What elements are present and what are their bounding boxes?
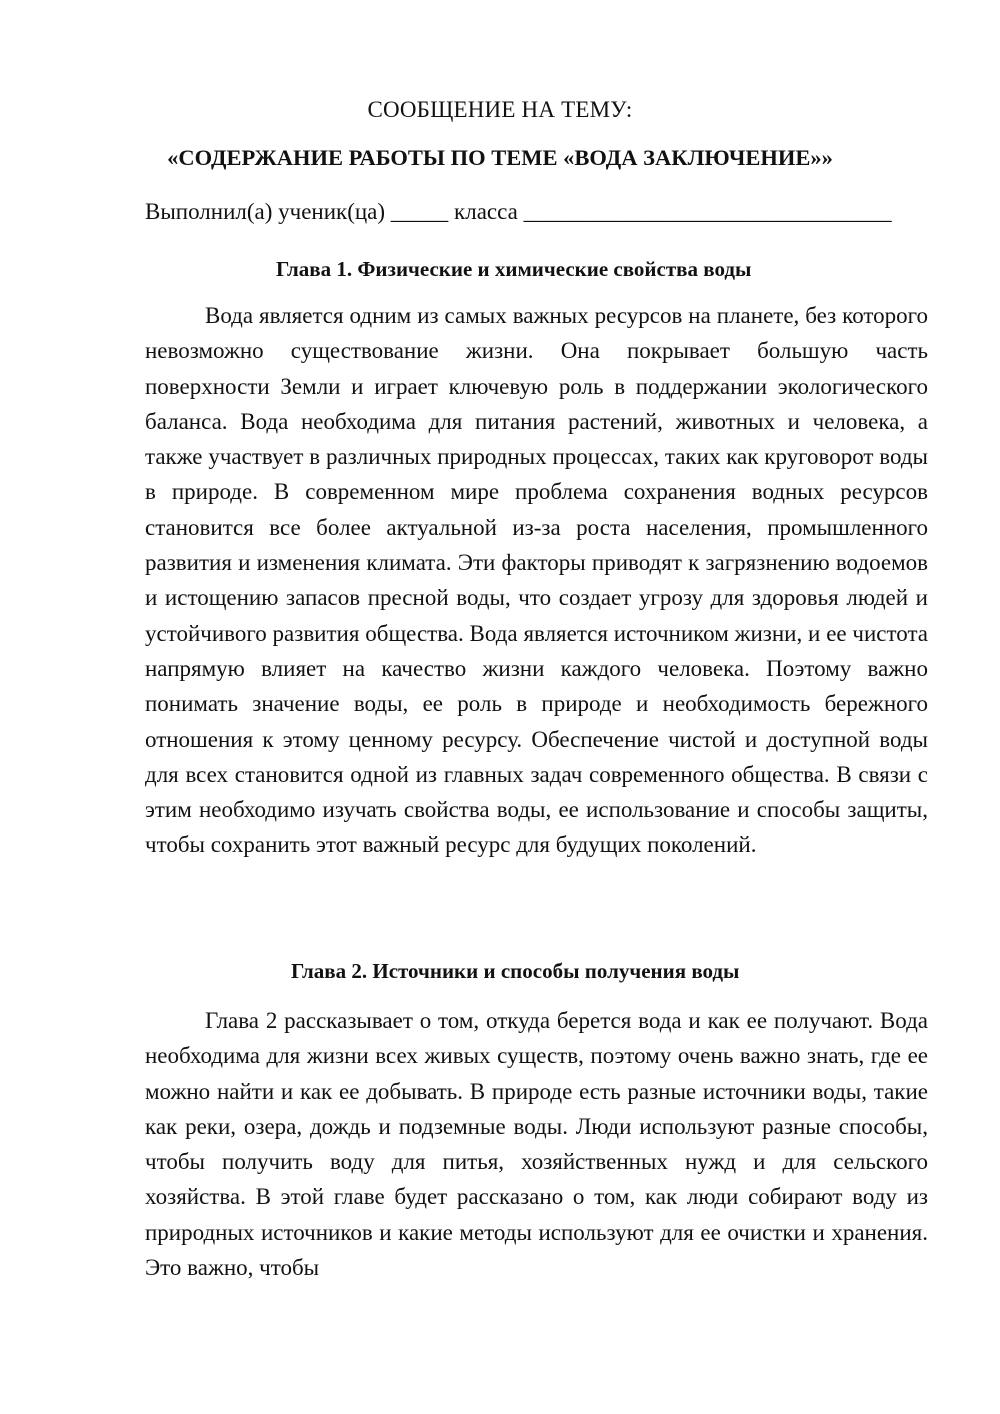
chapter-1-title: Глава 1. Физические и химические свойства воды — [276, 257, 752, 281]
chapter-2-title: Глава 2. Источники и способы получения воды — [291, 959, 740, 983]
chapter-1-paragraph: Вода является одним из самых важных ресурсов на планете, без которого невозможно существование жизни. Она покрывает большую часть поверхности Земли и играет ключевую роль в поддержании экологического баланса. Вода необходима для питания растений, животных и человека, а также участвует в различных природных процессах, таких как круговорот воды в природе. В современном мире проблема сохранения водных ресурсов становится все более актуальной из-за роста населения, промышленного развития и изменения климата. Эти факторы приводят к загрязнению водоемов и истощению запасов пресной воды, что создает угрозу для здоровья людей и устойчивого развития общества. Вода является источником жизни, и ее чистота напрямую влияет на качество жизни каждого человека. Поэтому важно понимать значение воды, ее роль в природе и необходимость бережного отношения к этому ценному ресурсу. Обеспечение чистой и доступной воды для всех становится одной из главных задач современного общества. В связи с этим необходимо изучать свойства воды, ее использование и способы защиты, чтобы сохранить этот важный ресурс для будущих поколений. — [145, 303, 928, 858]
chapter-2-paragraph: Глава 2 рассказывает о том, откуда берется вода и как ее получают. Вода необходима для жизни всех живых существ, поэтому очень важно знать, где ее можно найти и как ее добывать. В природе есть разные источники воды, такие как реки, озера, дождь и подземные воды. Люди используют разные способы, чтобы получить воду для питья, хозяйственных нужд и для сельского хозяйства. В этой главе будет рассказано о том, как люди собирают воду из природных источников и какие методы используют для ее очистки и хранения. Это важно, чтобы — [145, 1008, 928, 1281]
document-heading-topic: СООБЩЕНИЕ НА ТЕМУ: — [367, 97, 633, 122]
document-heading-title: «СОДЕРЖАНИЕ РАБОТЫ ПО ТЕМЕ «ВОДА ЗАКЛЮЧЕНИЕ»» — [167, 145, 833, 170]
author-line: Выполнил(а) ученик(ца) _____ класса ________________________________ — [145, 199, 892, 224]
